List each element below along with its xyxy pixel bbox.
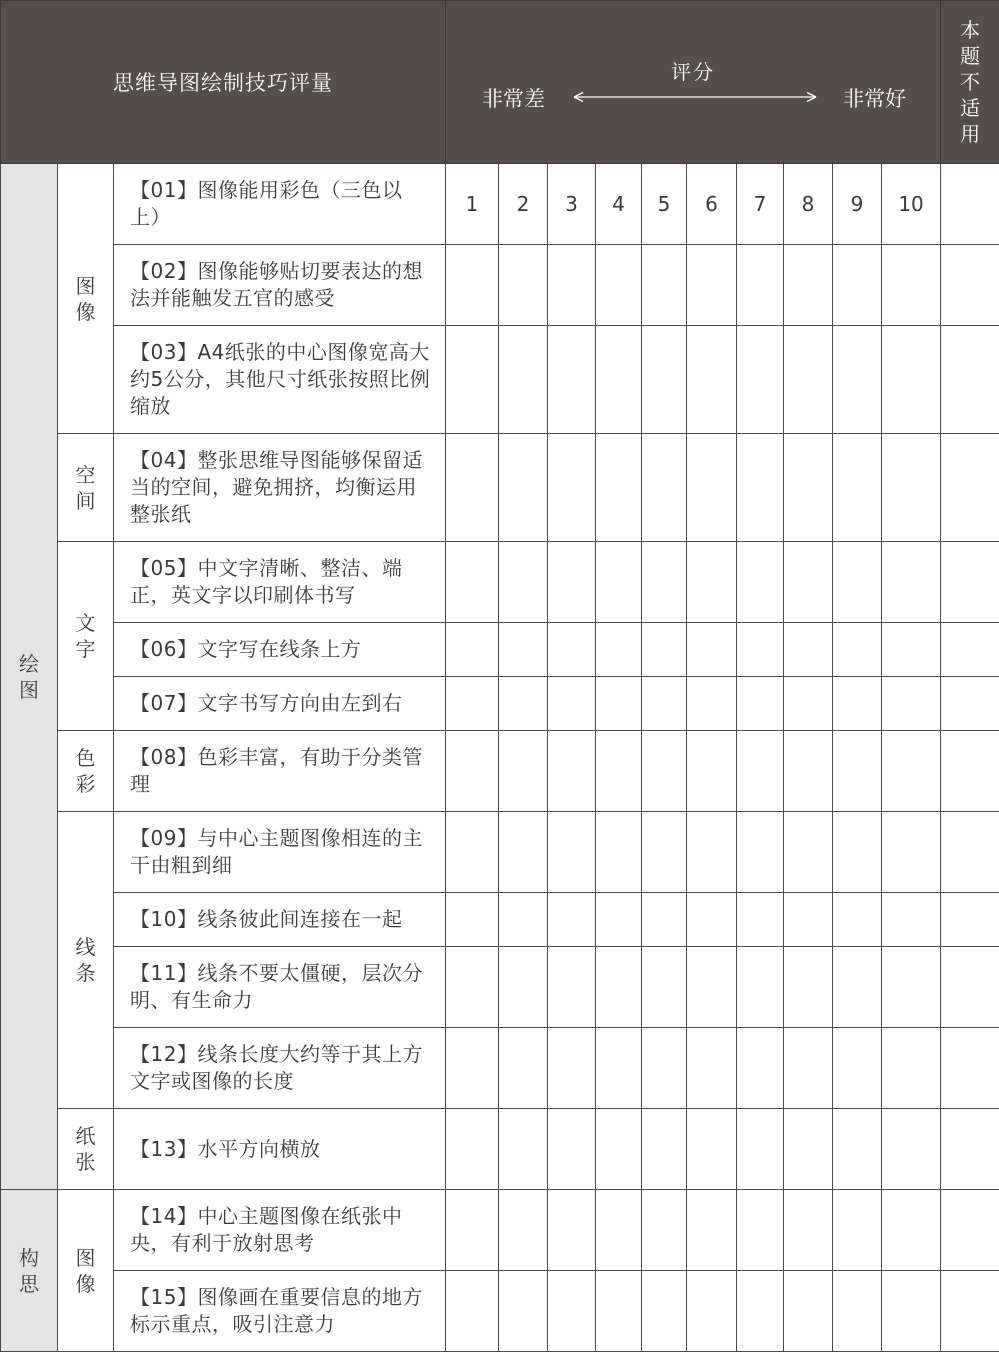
score-cell[interactable] [642,326,687,434]
score-cell[interactable] [548,1109,596,1190]
score-cell[interactable] [642,1271,687,1352]
item-text: 【05】中文字清晰、整洁、端正，英文字以印刷体书写 [114,542,446,623]
score-cell[interactable] [446,434,499,542]
table-row [1,677,999,731]
score-cell[interactable] [882,677,941,731]
not-applicable-header [941,1,999,164]
score-cell[interactable] [687,1190,737,1271]
subcategory-lines: 线 条 [58,812,114,1109]
score-cell[interactable] [596,326,642,434]
score-cell[interactable] [833,812,882,893]
score-cell[interactable] [882,623,941,677]
score-cell[interactable] [882,812,941,893]
score-cell[interactable] [737,677,784,731]
score-cell[interactable] [737,542,784,623]
score-cell[interactable] [687,893,737,947]
item-text: 【03】A4纸张的中心图像宽高大约5公分，其他尺寸纸张按照比例缩放 [114,326,446,434]
score-cell[interactable] [784,623,833,677]
score-cell[interactable] [548,947,596,1028]
not-applicable-cell[interactable] [941,677,999,731]
item-text: 【06】文字写在线条上方 [114,623,446,677]
table-row [1,731,999,812]
score-cell-5[interactable]: 5 [642,164,687,245]
score-cell[interactable] [833,245,882,326]
score-cell[interactable] [596,434,642,542]
not-applicable-cell[interactable] [941,434,999,542]
score-cell[interactable] [833,623,882,677]
score-cell[interactable] [737,1271,784,1352]
score-cell-9[interactable]: 9 [833,164,882,245]
score-cell[interactable] [687,1109,737,1190]
rating-high-label: 非常好 [843,87,907,111]
score-cell[interactable] [687,542,737,623]
double-arrow-icon [570,85,820,109]
score-cell[interactable] [548,623,596,677]
score-cell[interactable] [784,947,833,1028]
item-text: 【12】线条长度大约等于其上方文字或图像的长度 [114,1028,446,1109]
score-cell[interactable] [882,542,941,623]
score-cell[interactable] [687,434,737,542]
not-applicable-cell[interactable] [941,542,999,623]
score-cell[interactable] [548,434,596,542]
score-cell[interactable] [548,812,596,893]
score-cell[interactable] [882,1190,941,1271]
score-cell[interactable] [548,1271,596,1352]
score-cell[interactable] [446,812,499,893]
item-text: 【09】与中心主题图像相连的主干由粗到细 [114,812,446,893]
score-cell[interactable] [882,434,941,542]
score-cell[interactable] [833,326,882,434]
score-cell[interactable] [737,947,784,1028]
score-cell[interactable] [499,1190,548,1271]
item-text: 【02】图像能够贴切要表达的想法并能触发五官的感受 [114,245,446,326]
score-cell[interactable] [446,677,499,731]
score-cell[interactable] [882,326,941,434]
score-cell[interactable] [548,731,596,812]
score-cell[interactable] [833,1271,882,1352]
score-cell[interactable] [833,731,882,812]
table-row [1,326,999,434]
table-row [1,164,999,245]
score-cell[interactable] [499,542,548,623]
table-row [1,1028,999,1109]
score-cell[interactable] [596,245,642,326]
not-applicable-cell[interactable] [941,164,999,245]
score-cell[interactable] [687,245,737,326]
score-cell[interactable] [784,542,833,623]
score-cell[interactable] [642,542,687,623]
score-cell[interactable] [642,434,687,542]
item-text: 【13】水平方向横放 [114,1109,446,1190]
subcategory-color: 色 彩 [58,731,114,812]
not-applicable-cell[interactable] [941,1109,999,1190]
score-cell[interactable] [737,1109,784,1190]
item-text: 【07】文字书写方向由左到右 [114,677,446,731]
score-cell[interactable] [737,731,784,812]
score-cell[interactable] [687,623,737,677]
score-cell[interactable] [499,731,548,812]
table-row [1,623,999,677]
score-cell[interactable] [446,245,499,326]
score-cell[interactable] [642,1028,687,1109]
score-cell[interactable] [687,731,737,812]
score-cell[interactable] [833,434,882,542]
score-cell[interactable] [784,1271,833,1352]
score-cell[interactable] [596,1271,642,1352]
score-cell[interactable] [446,1271,499,1352]
table-row [1,1109,999,1190]
score-cell-4[interactable]: 4 [596,164,642,245]
table-row [1,1190,999,1271]
score-cell[interactable] [784,434,833,542]
not-applicable-cell[interactable] [941,1271,999,1352]
score-cell[interactable] [446,731,499,812]
score-cell-8[interactable]: 8 [784,164,833,245]
score-cell[interactable] [548,893,596,947]
score-cell[interactable] [687,1028,737,1109]
score-cell[interactable] [499,812,548,893]
score-cell[interactable] [642,731,687,812]
category-conception: 构 思 [1,1190,58,1352]
score-cell[interactable] [833,947,882,1028]
score-cell[interactable] [882,245,941,326]
score-cell[interactable] [882,1271,941,1352]
table-title: 思维导图绘制技巧评量 [1,1,446,164]
item-text: 【15】图像画在重要信息的地方标示重点，吸引注意力 [114,1271,446,1352]
item-text: 【08】色彩丰富，有助于分类管理 [114,731,446,812]
score-cell[interactable] [548,542,596,623]
score-cell[interactable] [784,731,833,812]
score-cell[interactable] [596,731,642,812]
score-cell[interactable] [784,1190,833,1271]
score-cell[interactable] [737,623,784,677]
not-applicable-cell[interactable] [941,731,999,812]
table-row [1,812,999,893]
score-cell[interactable] [737,326,784,434]
score-cell[interactable] [446,1028,499,1109]
not-applicable-char: 用 [960,122,981,146]
score-cell[interactable] [833,677,882,731]
score-cell[interactable] [446,326,499,434]
score-cell[interactable] [784,1028,833,1109]
subcategory-text: 文 字 [58,542,114,731]
score-cell[interactable] [596,677,642,731]
score-cell[interactable] [737,245,784,326]
score-cell[interactable] [446,542,499,623]
table-row [1,434,999,542]
score-cell[interactable] [596,812,642,893]
score-cell[interactable] [833,893,882,947]
score-cell[interactable] [687,812,737,893]
score-cell[interactable] [499,1028,548,1109]
score-cell[interactable] [882,893,941,947]
score-cell[interactable] [642,893,687,947]
score-cell[interactable] [499,1109,548,1190]
item-text: 【04】整张思维导图能够保留适当的空间，避免拥挤，均衡运用整张纸 [114,434,446,542]
score-cell[interactable] [642,812,687,893]
score-cell[interactable] [784,1109,833,1190]
score-cell[interactable] [596,1109,642,1190]
score-cell-1[interactable]: 1 [446,164,499,245]
score-cell[interactable] [596,893,642,947]
score-cell[interactable] [642,1190,687,1271]
score-cell-10[interactable]: 10 [882,164,941,245]
table-row [1,893,999,947]
category-drawing: 绘 图 [1,164,58,1190]
subcategory-image: 图 像 [58,164,114,434]
score-cell[interactable] [833,1109,882,1190]
not-applicable-cell[interactable] [941,1190,999,1271]
score-cell[interactable] [687,677,737,731]
not-applicable-cell[interactable] [941,947,999,1028]
rating-header [446,1,941,164]
score-cell[interactable] [833,542,882,623]
table-row [1,947,999,1028]
score-cell[interactable] [882,1109,941,1190]
not-applicable-char: 不 [960,70,981,94]
not-applicable-char: 适 [960,96,981,120]
score-cell[interactable] [596,1028,642,1109]
score-cell[interactable] [687,1271,737,1352]
not-applicable-char: 题 [960,44,981,68]
score-cell[interactable] [446,893,499,947]
score-cell[interactable] [737,893,784,947]
score-cell[interactable] [642,1109,687,1190]
table-row [1,542,999,623]
score-cell[interactable] [784,677,833,731]
score-cell-7[interactable]: 7 [737,164,784,245]
score-cell[interactable] [596,1190,642,1271]
score-cell[interactable] [499,434,548,542]
score-cell[interactable] [737,1190,784,1271]
score-cell-2[interactable]: 2 [499,164,548,245]
score-cell[interactable] [737,1028,784,1109]
score-cell[interactable] [446,1109,499,1190]
score-cell[interactable] [687,326,737,434]
score-cell[interactable] [596,623,642,677]
table-row [1,245,999,326]
rating-low-label: 非常差 [482,87,546,111]
score-cell[interactable] [446,947,499,1028]
score-cell[interactable] [642,623,687,677]
rating-label: 评分 [671,60,716,84]
score-cell[interactable] [737,812,784,893]
score-cell[interactable] [499,893,548,947]
score-cell[interactable] [737,434,784,542]
table-row [1,1271,999,1352]
score-cell[interactable] [784,893,833,947]
item-text: 【11】线条不要太僵硬，层次分明、有生命力 [114,947,446,1028]
not-applicable-cell[interactable] [941,1028,999,1109]
score-cell[interactable] [499,326,548,434]
not-applicable-cell[interactable] [941,812,999,893]
score-cell[interactable] [596,947,642,1028]
score-cell[interactable] [642,245,687,326]
score-cell[interactable] [446,623,499,677]
not-applicable-cell[interactable] [941,893,999,947]
score-cell[interactable] [833,1028,882,1109]
score-cell[interactable] [548,677,596,731]
subcategory-space: 空 间 [58,434,114,542]
score-cell[interactable] [548,245,596,326]
not-applicable-cell[interactable] [941,326,999,434]
score-cell[interactable] [687,947,737,1028]
subcategory-paper: 纸 张 [58,1109,114,1190]
score-cell-3[interactable]: 3 [548,164,596,245]
score-cell[interactable] [548,326,596,434]
subcategory-image-conception: 图 像 [58,1190,114,1352]
score-cell[interactable] [548,1190,596,1271]
score-cell[interactable] [499,677,548,731]
item-text: 【14】中心主题图像在纸张中央，有利于放射思考 [114,1190,446,1271]
score-cell[interactable] [833,1190,882,1271]
score-cell[interactable] [882,947,941,1028]
score-cell[interactable] [499,245,548,326]
score-cell-6[interactable]: 6 [687,164,737,245]
score-cell[interactable] [642,677,687,731]
not-applicable-cell[interactable] [941,623,999,677]
item-text: 【10】线条彼此间连接在一起 [114,893,446,947]
score-cell[interactable] [882,731,941,812]
score-cell[interactable] [882,1028,941,1109]
score-cell[interactable] [784,326,833,434]
score-cell[interactable] [446,1190,499,1271]
score-cell[interactable] [642,947,687,1028]
score-cell[interactable] [499,1271,548,1352]
item-text: 【01】图像能用彩色（三色以上） [114,164,446,245]
score-cell[interactable] [499,947,548,1028]
score-cell[interactable] [548,1028,596,1109]
not-applicable-cell[interactable] [941,245,999,326]
not-applicable-char: 本 [960,18,981,42]
score-cell[interactable] [784,245,833,326]
score-cell[interactable] [784,812,833,893]
score-cell[interactable] [499,623,548,677]
score-cell[interactable] [596,542,642,623]
